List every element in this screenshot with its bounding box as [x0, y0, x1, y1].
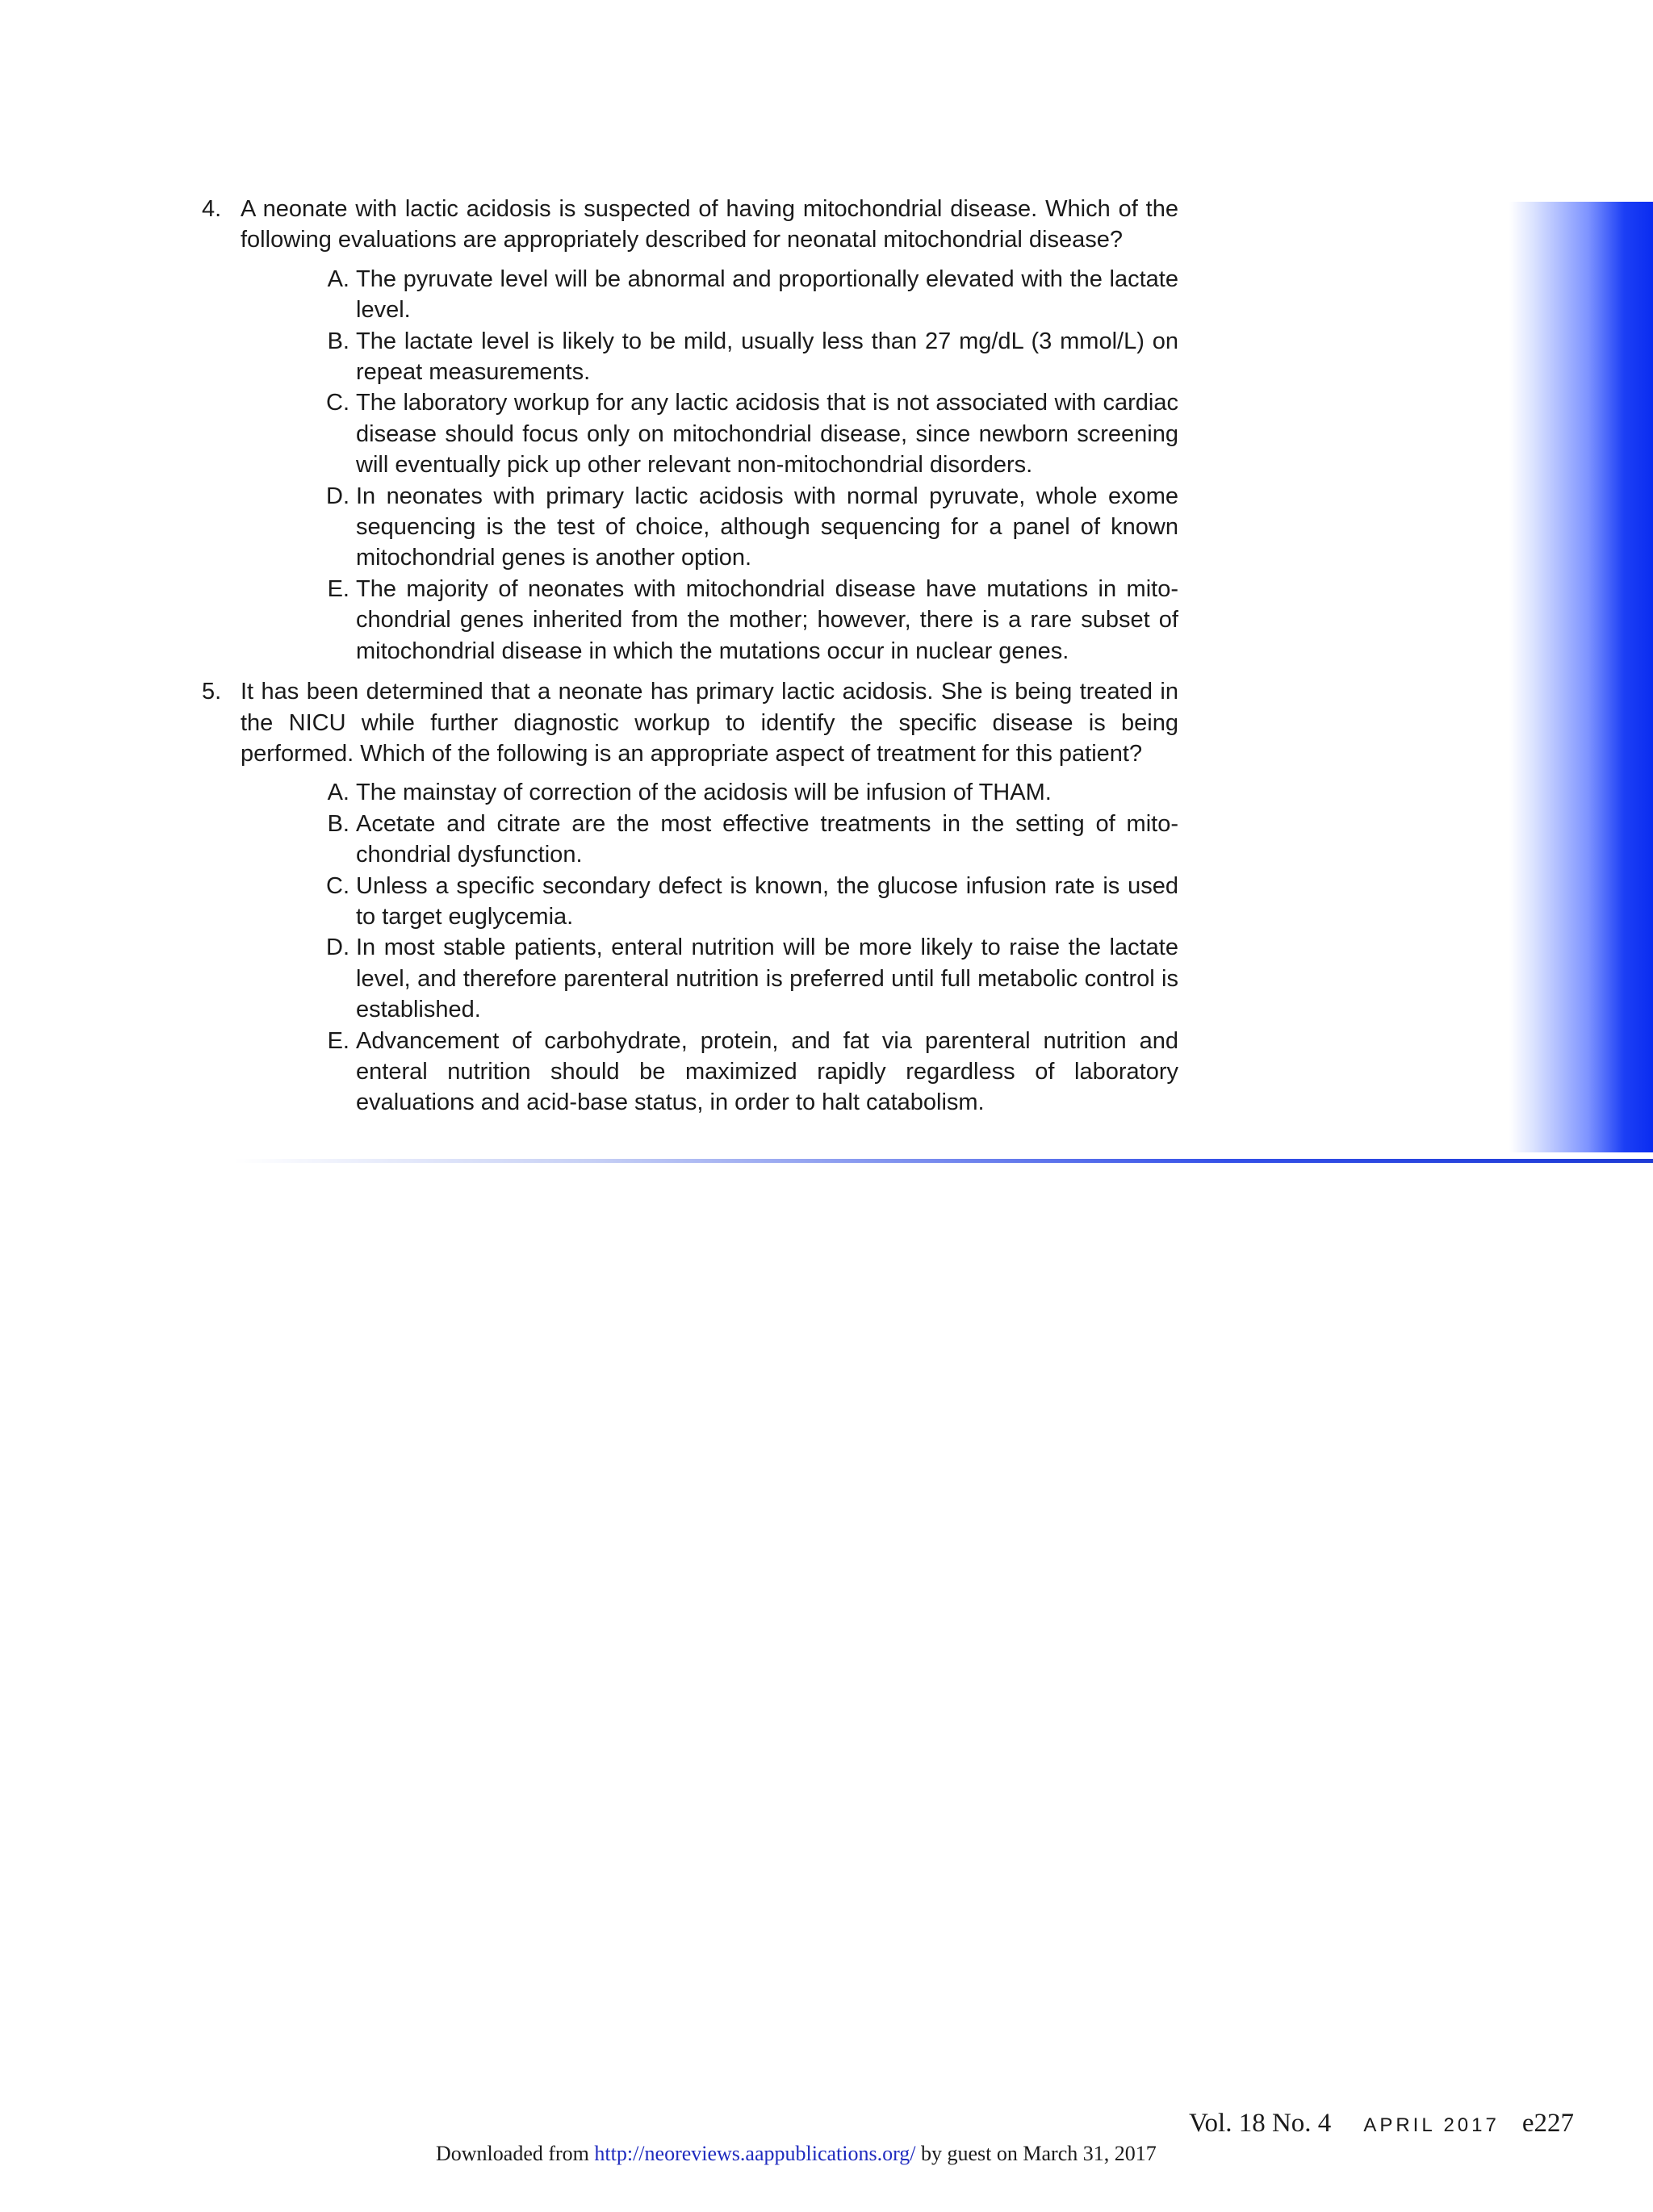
answer-options [241, 264, 1178, 667]
issue-date: APRIL 2017 [1363, 2114, 1500, 2136]
question-4 [202, 194, 1178, 667]
option-text: The laboratory workup for any lactic acidosis that is not associated with cardiac disease should focus only on mitochondrial disease, since newborn screening will eventually pick up other relevant non-mitochondrial disorders. [356, 390, 1178, 479]
question-number: 4. [202, 196, 222, 222]
answer-option [317, 574, 1178, 667]
answer-option [317, 1026, 1178, 1119]
option-text: Advancement of carbohydrate, protein, and fat via parenteral nutrition and enteral nutrition should be maximized rapidly regardless of laboratory evaluations and acid-base status, in order to halt catabolism. [356, 1027, 1178, 1116]
option-letter: D. [326, 483, 349, 509]
download-suffix: by guest on March 31, 2017 [921, 2142, 1157, 2165]
answer-option [317, 809, 1178, 871]
answer-option [317, 932, 1178, 1025]
option-letter: A. [327, 780, 349, 806]
answer-option [317, 326, 1178, 388]
answer-option [317, 481, 1178, 574]
answer-options [241, 777, 1178, 1118]
option-text: Acetate and citrate are the most effective treatments in the setting of mito-chondrial dysfunction. [356, 810, 1178, 868]
option-text: The mainstay of correction of the acidosis will be infusion of THAM. [356, 780, 1052, 806]
option-letter: A. [327, 266, 349, 292]
quiz-content [202, 194, 1178, 1119]
section-divider [234, 1159, 1653, 1163]
download-notice [436, 2142, 1157, 2166]
option-text: Unless a specific secondary defect is known, the glucose infusion rate is used to target euglycemia. [356, 872, 1178, 930]
question-text: It has been determined that a neonate has primary lactic acidosis. She is being treated in the NICU while further diagnostic workup to identify the specific disease is being performed. Which of the following is an appropriate aspect of treatment for this patient? [241, 679, 1178, 767]
option-text: The majority of neonates with mitochondrial disease have mutations in mito-chondrial genes inherited from the mother; however, there is a rare subset of mitochondrial disease in which the mutations occur in nuclear genes. [356, 575, 1178, 664]
option-letter: E. [327, 575, 349, 602]
answer-option [317, 777, 1178, 808]
answer-option [317, 871, 1178, 933]
decorative-side-bar [1509, 202, 1653, 1152]
issue-footer [1189, 2109, 1574, 2139]
option-letter: C. [326, 390, 349, 416]
download-link[interactable]: http://neoreviews.aappublications.org/ [594, 2142, 916, 2165]
option-text: The lactate level is likely to be mild, usually less than 27 mg/dL (3 mmol/L) on repeat measurements. [356, 328, 1178, 386]
page-number: e227 [1521, 2109, 1574, 2138]
question-text: A neonate with lactic acidosis is suspected of having mitochondrial disease. Which of the following evaluations are appropriately described for neonatal mitochondrial disease? [241, 196, 1178, 253]
option-text: In most stable patients, enteral nutrition will be more likely to raise the lactate level, and therefore parenteral nutrition is preferred until full metabolic control is established. [356, 935, 1178, 1023]
option-text: In neonates with primary lactic acidosis with normal pyruvate, whole exome sequencing is the test of choice, although sequencing for a panel of known mitochondrial genes is another option. [356, 483, 1178, 571]
answer-option [317, 387, 1178, 480]
option-text: The pyruvate level will be abnormal and proportionally elevated with the lactate level. [356, 266, 1178, 324]
question-5 [202, 676, 1178, 1119]
download-prefix: Downloaded from [436, 2142, 589, 2165]
option-letter: B. [327, 328, 349, 354]
question-number: 5. [202, 679, 222, 705]
option-letter: E. [327, 1027, 349, 1054]
option-letter: D. [326, 935, 349, 961]
volume-label: Vol. 18 No. 4 [1188, 2109, 1332, 2138]
option-letter: B. [327, 810, 349, 837]
answer-option [317, 264, 1178, 326]
option-letter: C. [326, 872, 349, 899]
